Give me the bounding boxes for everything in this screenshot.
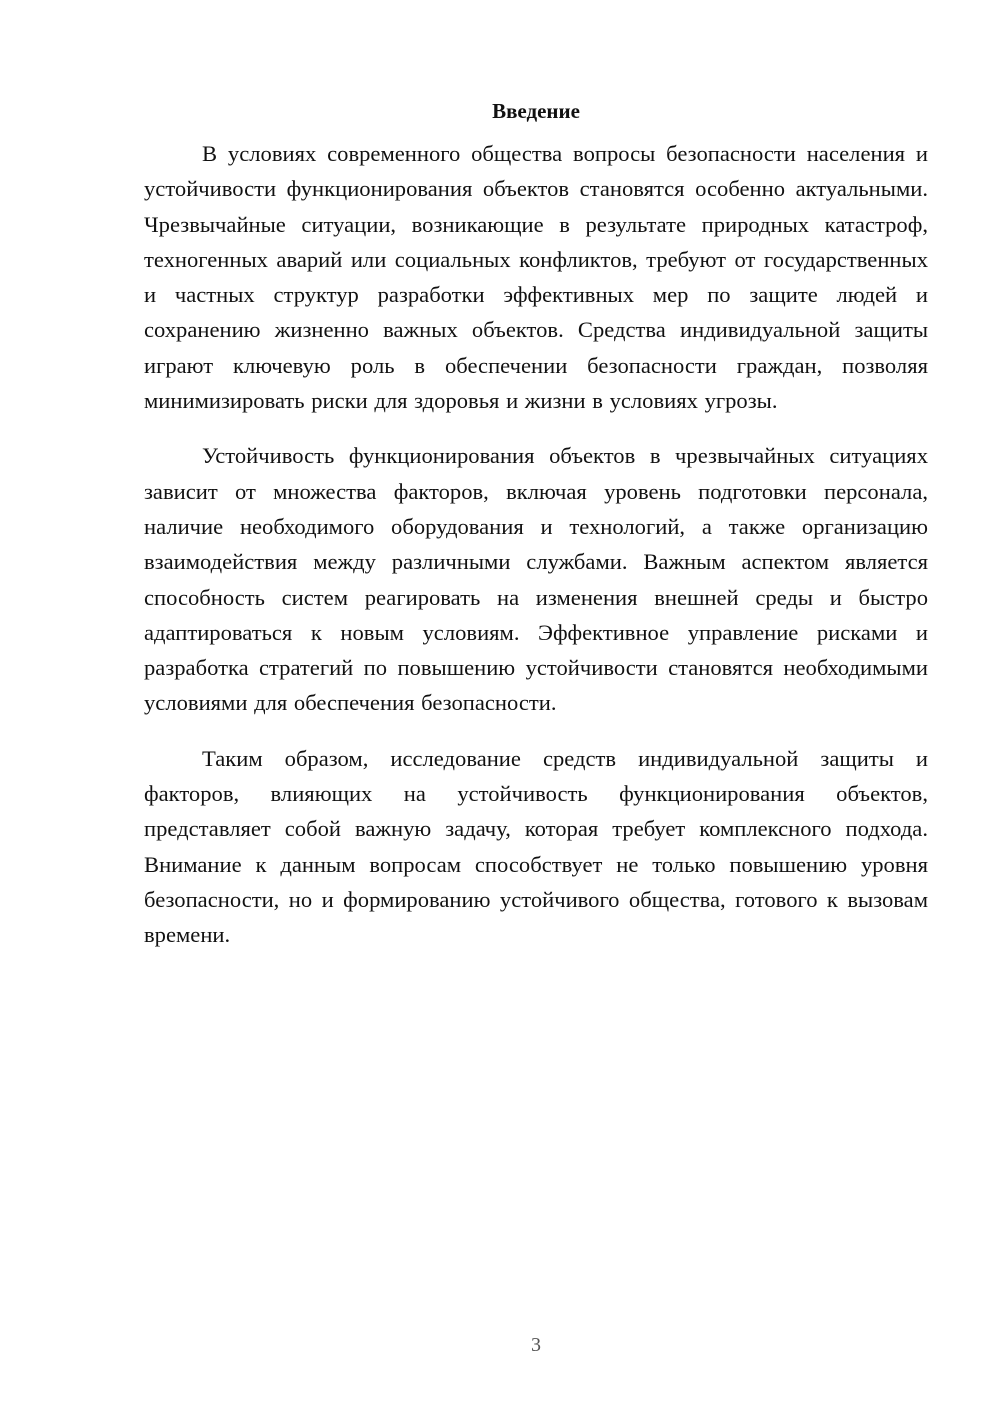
paragraph-2: Устойчивость функционирования объектов в чрезвычайных ситуациях зависит от множества факторов, включая уровень подготовки персонала, наличие необходимого оборудования и технологий, а также организацию взаимодействия между различными службами. Важным аспектом является способность систем реагировать на изменения внешней среды и быстро адаптироваться к новым условиям. Эффективное управление рисками и разработка стратегий по повышению устойчивости становятся необходимыми условиями для обеспечения безопасности. <box>144 443 928 716</box>
document-body <box>144 96 928 973</box>
section-title: Введение <box>492 99 580 123</box>
paragraph-3: Таким образом, исследование средств индивидуальной защиты и факторов, влияющих на устойчивость функционирования объектов, представляет собой важную задачу, которая требует комплексного подхода. Внимание к данным вопросам способствует не только повышению уровня безопасности, но и формированию устойчивого общества, готового к вызовам времени. <box>144 745 928 948</box>
paragraph-1: В условиях современного общества вопросы безопасности населения и устойчивости функционирования объектов становятся особенно актуальными. Чрезвычайные ситуации, возникающие в результате природных катастроф, техногенных аварий или социальных конфликтов, требуют от государственных и частных структур разработки эффективных мер по защите людей и сохранению жизненно важных объектов. Средства индивидуальной защиты играют ключевую роль в обеспечении безопасности граждан, позволяя минимизировать риски для здоровья и жизни в условиях угрозы. <box>144 141 928 414</box>
page-number: 3 <box>531 1334 541 1356</box>
